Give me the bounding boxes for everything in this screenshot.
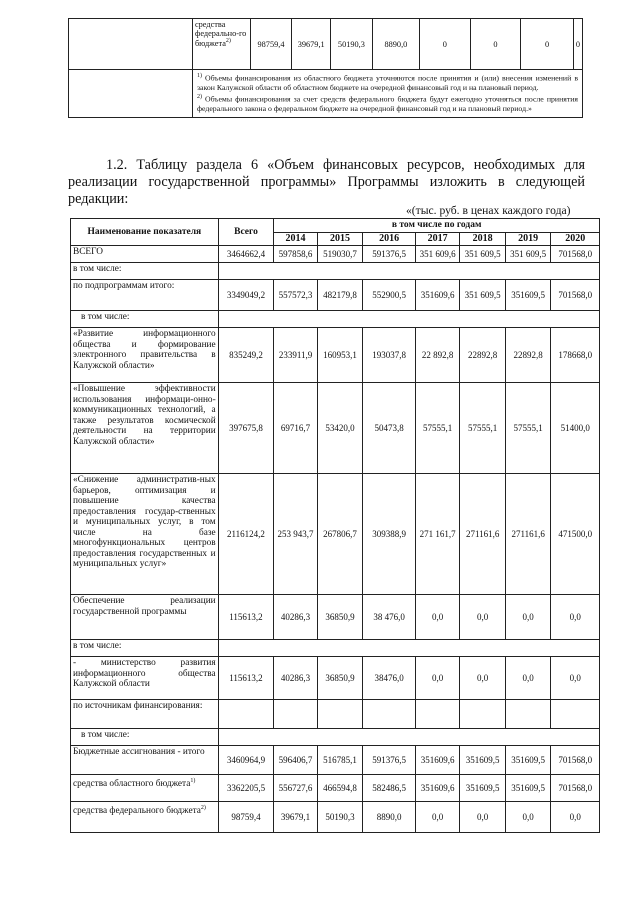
year-2017: 2017 [415,232,460,246]
value-cell: 557572,3 [274,280,317,311]
value-cell: 351609,5 [505,746,551,775]
row-label: Бюджетные ассигнования - итого [71,746,219,775]
value-cell: 0 [470,19,521,70]
value-cell: 0,0 [415,802,460,833]
value-cell: 115613,2 [218,657,274,700]
value-cell: 22892,8 [460,328,506,383]
year-2020: 2020 [551,232,600,246]
empty-cell [69,19,193,70]
value-cell [505,700,551,729]
value-cell: 835249,2 [218,328,274,383]
table-row [71,775,600,802]
table-row [71,246,600,263]
value-cell: 309388,9 [363,474,416,595]
value-cell: 39679,1 [292,19,331,70]
value-cell: 701568,0 [551,746,600,775]
value-cell: 597858,6 [274,246,317,263]
value-cell: 351609,6 [415,746,460,775]
section-paragraph: 1.2. Таблицу раздела 6 «Объем финансовых ресурсов, необходимых для реализации государственной программы» Программы изложить в следующей редакции: [68,157,585,207]
value-cell: 351 609,5 [460,246,506,263]
year-2014: 2014 [274,232,317,246]
value-cell: 2116124,2 [218,474,274,595]
value-cell: 471500,0 [551,474,600,595]
table-row [71,311,600,328]
table-row [71,328,600,383]
row-label: средства федерального бюджета$^{2)}$ [71,802,219,833]
row-label: Обеспечение реализации государственной программы [71,595,219,640]
value-cell: 253 943,7 [274,474,317,595]
value-cell: 267806,7 [317,474,363,595]
value-cell: 98759,4 [218,802,274,833]
row-label: в том числе: [71,311,219,328]
table-row [71,595,600,640]
value-cell: 0,0 [460,657,506,700]
row-label: «Повышение эффективности использования информаци-онно-коммуникационных технологий, а также результатов космической деятельности на территории Калужской области» [71,383,219,474]
value-cell: 351609,5 [460,746,506,775]
empty-cell [218,263,599,280]
value-cell: 3464662,4 [218,246,274,263]
table-row [71,640,600,657]
value-cell: 3349049,2 [218,280,274,311]
table-row [69,19,583,70]
empty-cell [69,70,193,118]
value-cell: 0,0 [460,802,506,833]
value-cell [551,700,600,729]
value-cell: 178668,0 [551,328,600,383]
value-cell: 98759,4 [250,19,292,70]
year-2018: 2018 [460,232,506,246]
value-cell: 0,0 [460,595,506,640]
row-label: в том числе: [71,729,219,746]
value-cell: 552900,5 [363,280,416,311]
value-cell: 271161,6 [460,474,506,595]
value-cell: 40286,3 [274,657,317,700]
value-cell: 36850,9 [317,657,363,700]
value-cell: 0 [521,19,574,70]
value-cell: 0 [420,19,471,70]
table-row [71,729,600,746]
value-cell: 233911,9 [274,328,317,383]
row-label: по подпрограммам итого: [71,280,219,311]
value-cell: 39679,1 [274,802,317,833]
value-cell: 0,0 [415,595,460,640]
value-cell: 701568,0 [551,775,600,802]
value-cell: 351609,5 [505,280,551,311]
row-label: в том числе: [71,263,219,280]
value-cell: 351 609,5 [505,246,551,263]
value-cell: 8890,0 [372,19,419,70]
value-cell: 0,0 [551,802,600,833]
row-label: средства федерально-го бюджета$^{2)}$ [192,19,250,70]
value-cell: 556727,6 [274,775,317,802]
header-row [71,219,600,233]
value-cell: 582486,5 [363,775,416,802]
footnote-2: $^{2)}$ Объемы финансирования за счет средств федерального бюджета будут ежегодно уточняться после принятия федерального закона о федеральном бюджете на очередной финансовый год и на плановый период.» [196,94,579,114]
row-label: ВСЕГО [71,246,219,263]
value-cell [415,700,460,729]
header-name: Наименование показателя [71,219,219,246]
value-cell: 0,0 [505,595,551,640]
value-cell: 351609,5 [505,775,551,802]
row-label: «Развитие информационного общества и формирование электронного правительства в Калужской области» [71,328,219,383]
financing-table [70,218,600,833]
table-row [71,383,600,474]
footnote-1: $^{1)}$ Объемы финансирования из областного бюджета уточняются после принятия и (или) внесения изменений в закон Калужской области об областном бюджете на очередной финансовый год и на плановый период. [196,73,579,92]
value-cell: 351 609,5 [460,280,506,311]
empty-cell [218,729,599,746]
value-cell: 351609,6 [415,280,460,311]
row-label: «Снижение административ-ных барьеров, оптимизация и повышение качества предоставления государ-ственных и муниципальных услуг, в том числе на базе многофункциональных центров предоставления государственных и муниципальных услуг» [71,474,219,595]
table-row [71,802,600,833]
value-cell: 36850,9 [317,595,363,640]
value-cell: 516785,1 [317,746,363,775]
table-row [71,280,600,311]
value-cell: 591376,5 [363,746,416,775]
row-label: по источникам финансирования: [71,700,219,729]
header-years: в том числе по годам [274,219,600,233]
year-2015: 2015 [317,232,363,246]
value-cell: 351 609,6 [415,246,460,263]
value-cell: 50190,3 [317,802,363,833]
value-cell: 38476,0 [363,657,416,700]
value-cell: 69716,7 [274,383,317,474]
value-cell: 0,0 [415,657,460,700]
value-cell: 50473,8 [363,383,416,474]
value-cell: 53420,0 [317,383,363,474]
header-total: Всего [218,219,274,246]
value-cell: 193037,8 [363,328,416,383]
value-cell: 57555,1 [460,383,506,474]
unit-note: «(тыс. руб. в ценах каждого года) [406,204,571,217]
value-cell: 0,0 [505,802,551,833]
year-2016: 2016 [363,232,416,246]
table-row [71,746,600,775]
value-cell: 271161,6 [505,474,551,595]
year-2019: 2019 [505,232,551,246]
table-body [71,246,600,833]
value-cell: 22892,8 [505,328,551,383]
footnote-row [69,70,583,118]
value-cell: 0,0 [551,657,600,700]
value-cell: 160953,1 [317,328,363,383]
value-cell: 519030,7 [317,246,363,263]
value-cell: 466594,8 [317,775,363,802]
footnotes [192,70,582,118]
value-cell [460,700,506,729]
value-cell: 0,0 [505,657,551,700]
table-row [71,700,600,729]
table-row [71,657,600,700]
empty-cell [218,640,599,657]
value-cell: 0 [573,19,582,70]
value-cell: 701568,0 [551,246,600,263]
value-cell: 115613,2 [218,595,274,640]
continued-table-fragment [68,18,583,118]
row-label: средства областного бюджета$^{1)}$ [71,775,219,802]
value-cell: 50190,3 [331,19,373,70]
row-label: в том числе: [71,640,219,657]
value-cell: 596406,7 [274,746,317,775]
value-cell [218,700,274,729]
value-cell: 57555,1 [505,383,551,474]
value-cell: 22 892,8 [415,328,460,383]
value-cell [274,700,317,729]
value-cell: 482179,8 [317,280,363,311]
value-cell: 271 161,7 [415,474,460,595]
table-row [71,263,600,280]
value-cell: 51400,0 [551,383,600,474]
value-cell: 591376,5 [363,246,416,263]
empty-cell [218,311,599,328]
value-cell: 0,0 [551,595,600,640]
value-cell: 3460964,9 [218,746,274,775]
value-cell: 8890,0 [363,802,416,833]
value-cell: 351609,6 [415,775,460,802]
value-cell: 3362205,5 [218,775,274,802]
value-cell: 397675,8 [218,383,274,474]
value-cell: 40286,3 [274,595,317,640]
value-cell: 38 476,0 [363,595,416,640]
value-cell: 57555,1 [415,383,460,474]
value-cell [317,700,363,729]
table-row [71,474,600,595]
value-cell [363,700,416,729]
value-cell: 351609,5 [460,775,506,802]
row-label: - министерство развития информационного общества Калужской области [71,657,219,700]
value-cell: 701568,0 [551,280,600,311]
